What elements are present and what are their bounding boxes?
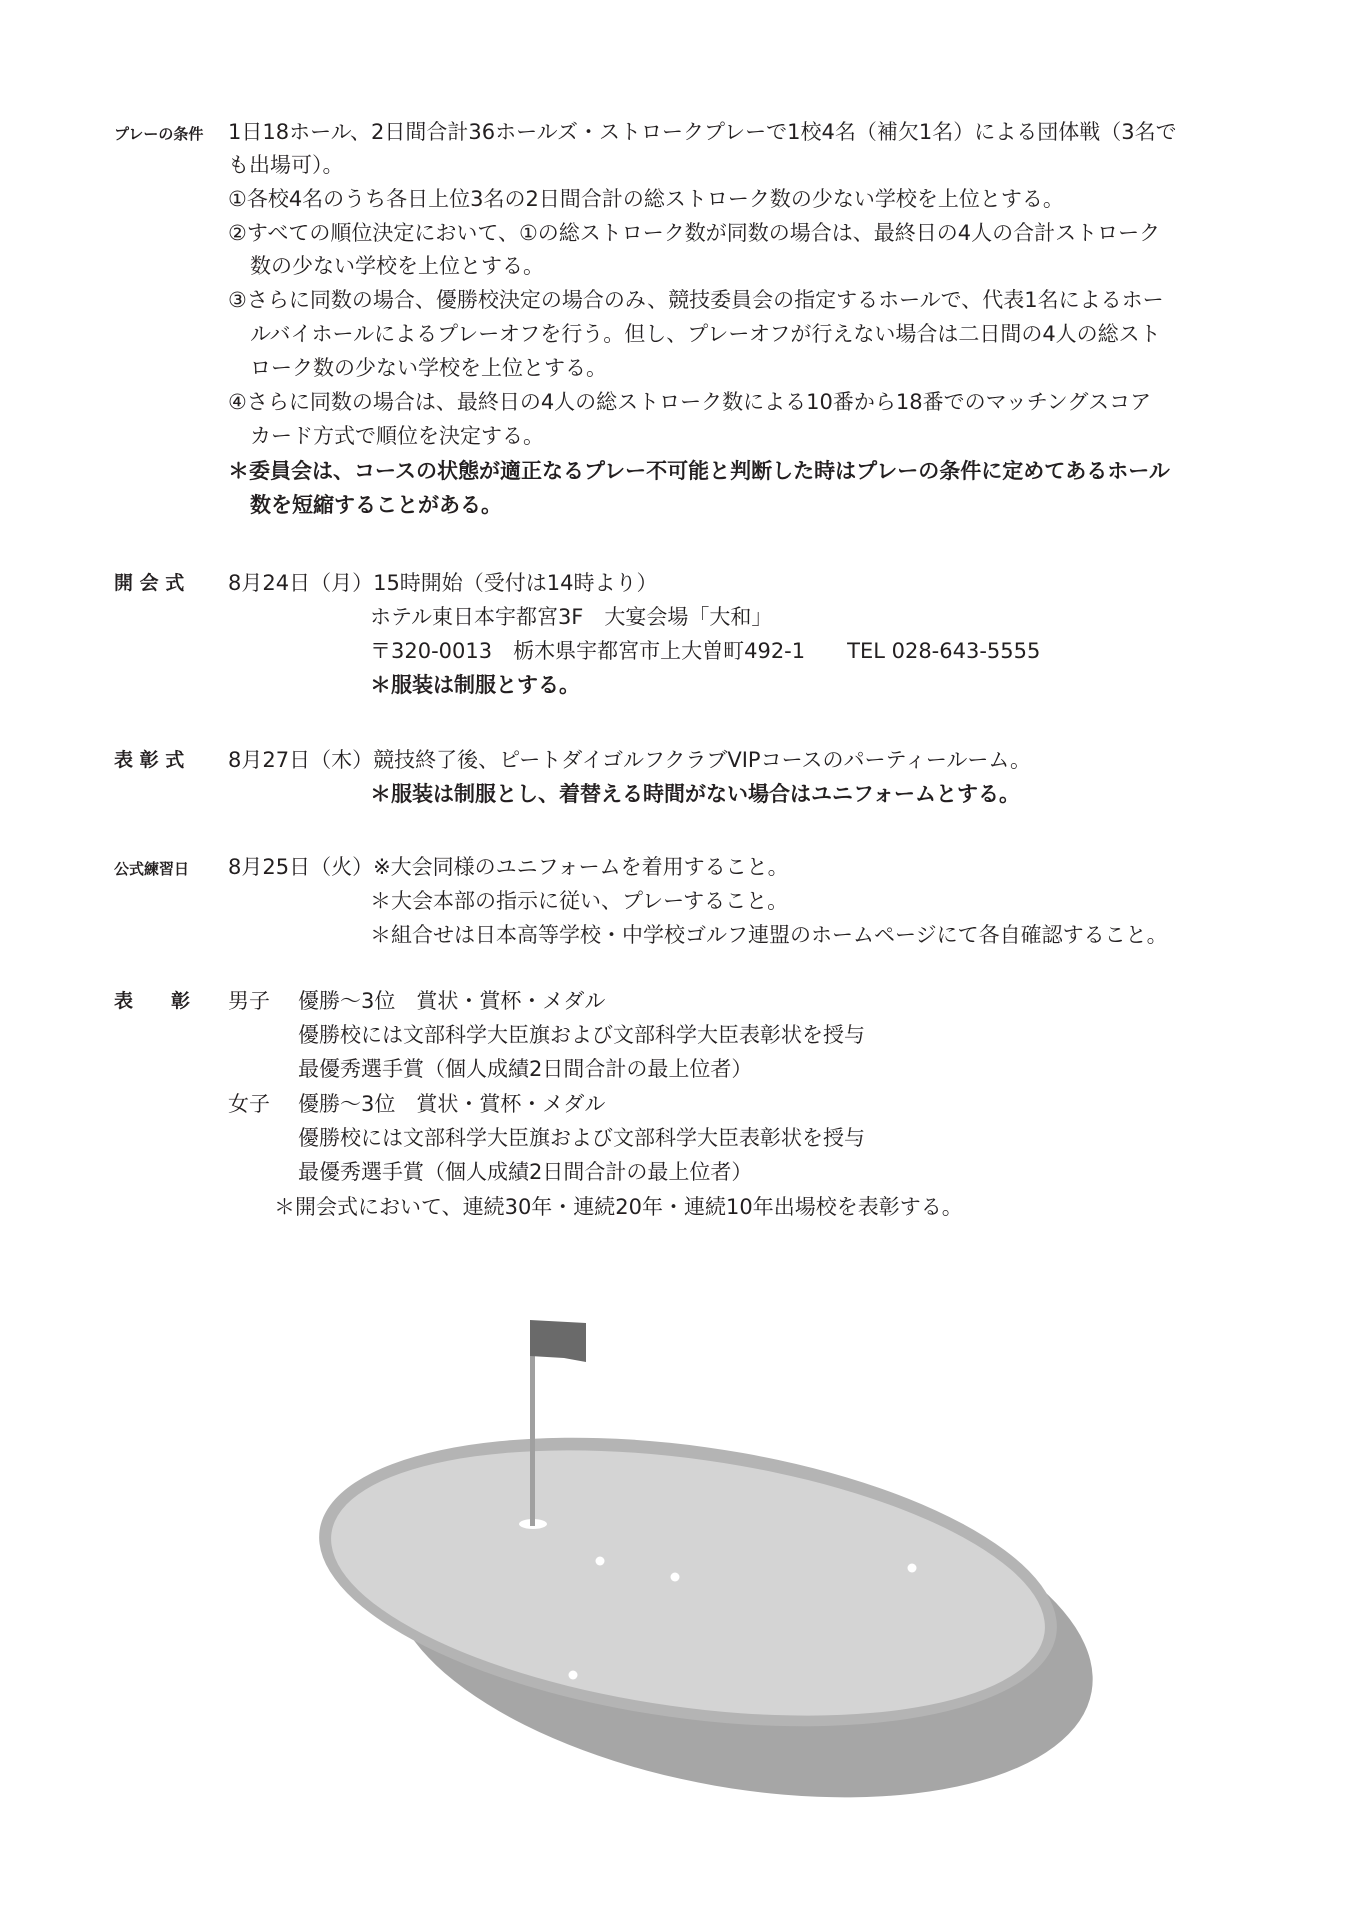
play-conditions-note: ＊委員会は、コースの状態が適正なるプレー不可能と判断した時はプレーの条件に定めてあるホール	[228, 459, 1170, 483]
official-practice-note: ＊大会本部の指示に従い、プレーすること。	[370, 889, 789, 913]
play-conditions-line: ルバイホールによるプレーオフを行う。但し、プレーオフが行えない場合は二日間の4人の総スト	[250, 322, 1161, 346]
play-conditions-rule-4: ④さらに同数の場合は、最終日の4人の総ストローク数による10番から18番でのマッチングスコア	[228, 390, 1152, 414]
play-conditions-rule-2: ②すべての順位決定において、①の総ストローク数が同数の場合は、最終日の4人の合計ストローク	[228, 221, 1161, 245]
awards-girls-line: 優勝〜3位 賞状・賞杯・メダル	[298, 1092, 606, 1116]
awards-label: 表 彰	[114, 990, 191, 1012]
play-conditions-line: ローク数の少ない学校を上位とする。	[250, 356, 607, 380]
flag-pole	[530, 1327, 535, 1526]
awards-girls-line: 最優秀選手賞（個人成績2日間合計の最上位者）	[298, 1160, 753, 1184]
awards-girls-line: 優勝校には文部科学大臣旗および文部科学大臣表彰状を授与	[298, 1126, 865, 1150]
play-conditions-label: プレーの条件	[114, 125, 204, 143]
official-practice-date: 8月25日（火）※大会同様のユニフォームを着用すること。	[228, 855, 789, 879]
golf-ball	[671, 1573, 680, 1582]
awards-boys-label: 男子	[228, 989, 270, 1013]
award-ceremony-date: 8月27日（木）競技終了後、ピートダイゴルフクラブVIPコースのパーティールーム。	[228, 748, 1032, 772]
awards-note: ＊開会式において、連続30年・連続20年・連続10年出場校を表彰する。	[274, 1195, 963, 1219]
award-ceremony-label: 表 彰 式	[114, 749, 185, 771]
opening-ceremony-venue: ホテル東日本宇都宮3F 大宴会場「大和」	[370, 605, 773, 629]
play-conditions-note: 数を短縮することがある。	[250, 493, 502, 517]
play-conditions-rule-1: ①各校4名のうち各日上位3名の2日間合計の総ストローク数の少ない学校を上位とする。	[228, 187, 1064, 211]
play-conditions-line: 1日18ホール、2日間合計36ホールズ・ストロークプレーで1校4名（補欠1名）による団体戦（3名で	[228, 120, 1177, 144]
opening-ceremony-label: 開 会 式	[114, 572, 185, 594]
golf-ball	[596, 1557, 605, 1566]
awards-boys-line: 優勝〜3位 賞状・賞杯・メダル	[298, 989, 606, 1013]
awards-boys-line: 最優秀選手賞（個人成績2日間合計の最上位者）	[298, 1057, 753, 1081]
official-practice-label: 公式練習日	[114, 860, 190, 878]
play-conditions-line: も出場可）。	[228, 153, 344, 177]
awards-girls-label: 女子	[228, 1092, 270, 1116]
golf-ball	[908, 1564, 917, 1573]
golf-ball	[569, 1671, 578, 1680]
play-conditions-line: カード方式で順位を決定する。	[250, 424, 544, 448]
awards-boys-line: 優勝校には文部科学大臣旗および文部科学大臣表彰状を授与	[298, 1023, 865, 1047]
play-conditions-rule-3: ③さらに同数の場合、優勝校決定の場合のみ、競技委員会の指定するホールで、代表1名によるホー	[228, 288, 1164, 312]
official-practice-note: ＊組合せは日本高等学校・中学校ゴルフ連盟のホームページにて各自確認すること。	[370, 923, 1168, 947]
flag	[530, 1320, 586, 1362]
award-ceremony-note: ＊服装は制服とし、着替える時間がない場合はユニフォームとする。	[370, 782, 1020, 806]
opening-ceremony-address: 〒320-0013 栃木県宇都宮市上大曽町492-1 TEL 028-643-5555	[370, 639, 1041, 663]
play-conditions-line: 数の少ない学校を上位とする。	[250, 254, 544, 278]
opening-ceremony-note: ＊服装は制服とする。	[370, 673, 580, 697]
opening-ceremony-date: 8月24日（月）15時開始（受付は14時より）	[228, 571, 658, 595]
